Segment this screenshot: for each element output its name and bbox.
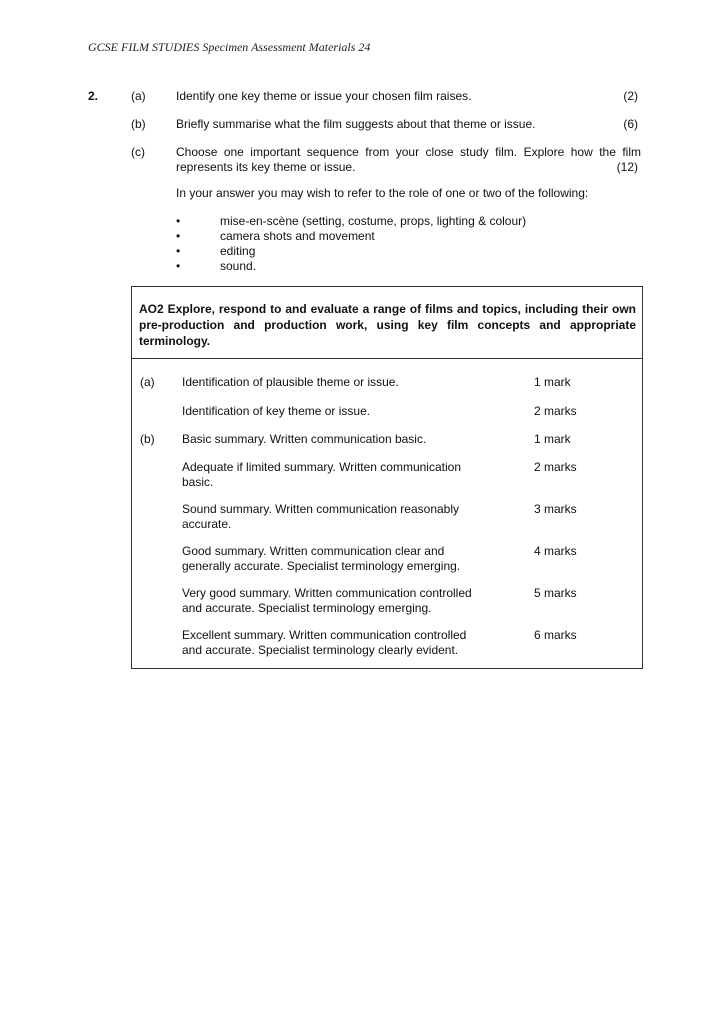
bullet-icon: • [176, 229, 181, 243]
row-marks: 3 marks [534, 502, 577, 516]
row-description: Basic summary. Written communication basic. [182, 432, 427, 446]
bullet-icon: • [176, 244, 181, 258]
row-marks: 4 marks [534, 544, 577, 558]
part-text: Identify one key theme or issue your chosen film raises. [176, 89, 472, 103]
part-label: (c) [131, 145, 145, 159]
row-marks: 1 mark [534, 432, 571, 446]
bullet-icon: • [176, 259, 181, 273]
list-item-text: editing [220, 244, 256, 258]
row-marks: 2 marks [534, 460, 577, 474]
list-item-text: sound. [220, 259, 257, 273]
row-marks: 2 marks [534, 404, 577, 418]
part-label: (a) [131, 89, 146, 103]
row-description: Good summary. Written communication clear and generally accurate. Specialist terminology emerging. [182, 544, 461, 573]
row-marks: 1 mark [534, 375, 571, 389]
row-label: (b) [140, 432, 155, 446]
instruction-text: In your answer you may wish to refer to the role of one or two of the following: [176, 186, 589, 200]
row-label: (a) [140, 375, 155, 389]
page-header: GCSE FILM STUDIES Specimen Assessment Materials 24 [88, 40, 371, 54]
row-description: Excellent summary. Written communication controlled and accurate. Specialist terminology clearly evident. [182, 628, 467, 657]
list-item-text: camera shots and movement [220, 229, 375, 243]
ao-heading-cell [132, 287, 642, 359]
part-marks: (6) [623, 117, 638, 131]
part-marks: (2) [623, 89, 638, 103]
part-marks: (12) [616, 160, 638, 174]
bullet-icon: • [176, 214, 181, 228]
mark-scheme-box [131, 286, 643, 669]
part-text: Choose one important sequence from your close study film. Explore how the film represents its key theme or issue. [176, 145, 641, 174]
part-label: (b) [131, 117, 146, 131]
question-number: 2. [88, 89, 99, 103]
list-item-text: mise-en-scène (setting, costume, props, lighting & colour) [220, 214, 527, 228]
row-marks: 5 marks [534, 586, 577, 600]
row-description: Sound summary. Written communication reasonably accurate. [182, 502, 460, 531]
row-description: Very good summary. Written communication controlled and accurate. Specialist terminology emerging. [182, 586, 472, 615]
row-marks: 6 marks [534, 628, 577, 642]
ao-heading: AO2 Explore, respond to and evaluate a range of films and topics, including their own pre-production and production work, using key film concepts and appropriate terminology. [139, 302, 636, 348]
row-description: Adequate if limited summary. Written communication basic. [182, 460, 461, 489]
row-description: Identification of plausible theme or issue. [182, 375, 399, 389]
part-text: Briefly summarise what the film suggests about that theme or issue. [176, 117, 536, 131]
row-description: Identification of key theme or issue. [182, 404, 371, 418]
